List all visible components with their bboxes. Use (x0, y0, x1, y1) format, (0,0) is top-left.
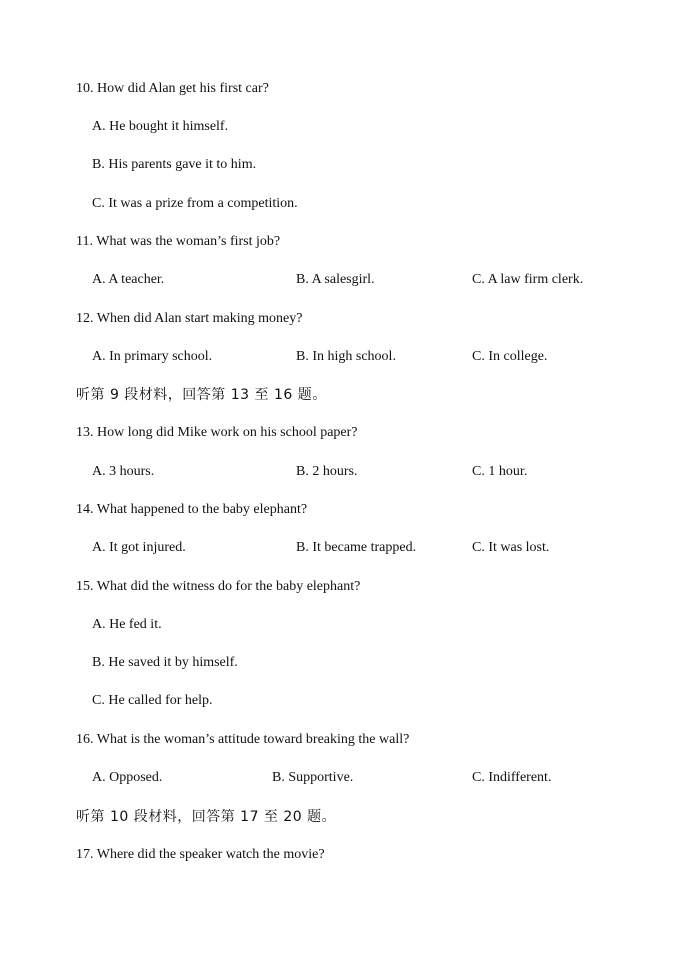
question-12-option-c: C. In college. (472, 349, 548, 364)
question-11-option-c: C. A law firm clerk. (472, 272, 584, 287)
section-10-heading: 听第 10 段材料，回答第 17 至 20 题。 (76, 809, 337, 825)
question-16-option-b: B. Supportive. (272, 770, 354, 785)
question-14-option-c: C. It was lost. (472, 540, 550, 555)
question-15-option-c: C. He called for help. (92, 693, 213, 708)
question-13-option-b: B. 2 hours. (296, 464, 358, 479)
question-13-stem: 13. How long did Mike work on his school paper? (76, 425, 358, 440)
section-9-heading: 听第 9 段材料，回答第 13 至 16 题。 (76, 387, 327, 403)
question-16-option-a: A. Opposed. (92, 770, 163, 785)
question-10-option-b: B. His parents gave it to him. (92, 157, 257, 172)
question-16-stem: 16. What is the woman’s attitude toward breaking the wall? (76, 732, 410, 747)
question-15-option-b: B. He saved it by himself. (92, 655, 238, 670)
question-15-option-a: A. He fed it. (92, 617, 162, 632)
question-12-option-a: A. In primary school. (92, 349, 213, 364)
question-14-option-a: A. It got injured. (92, 540, 186, 555)
question-17-stem: 17. Where did the speaker watch the movie? (76, 847, 325, 862)
question-11-option-a: A. A teacher. (92, 272, 165, 287)
question-10-stem: 10. How did Alan get his first car? (76, 81, 269, 96)
question-12-stem: 12. When did Alan start making money? (76, 311, 303, 326)
question-14-stem: 14. What happened to the baby elephant? (76, 502, 308, 517)
question-14-option-b: B. It became trapped. (296, 540, 417, 555)
question-10-option-a: A. He bought it himself. (92, 119, 229, 134)
question-13-option-c: C. 1 hour. (472, 464, 528, 479)
question-15-stem: 15. What did the witness do for the baby elephant? (76, 579, 361, 594)
question-12-option-b: B. In high school. (296, 349, 396, 364)
question-13-option-a: A. 3 hours. (92, 464, 155, 479)
question-10-option-c: C. It was a prize from a competition. (92, 196, 298, 211)
question-11-stem: 11. What was the woman’s first job? (76, 234, 281, 249)
question-11-option-b: B. A salesgirl. (296, 272, 375, 287)
question-16-option-c: C. Indifferent. (472, 770, 552, 785)
